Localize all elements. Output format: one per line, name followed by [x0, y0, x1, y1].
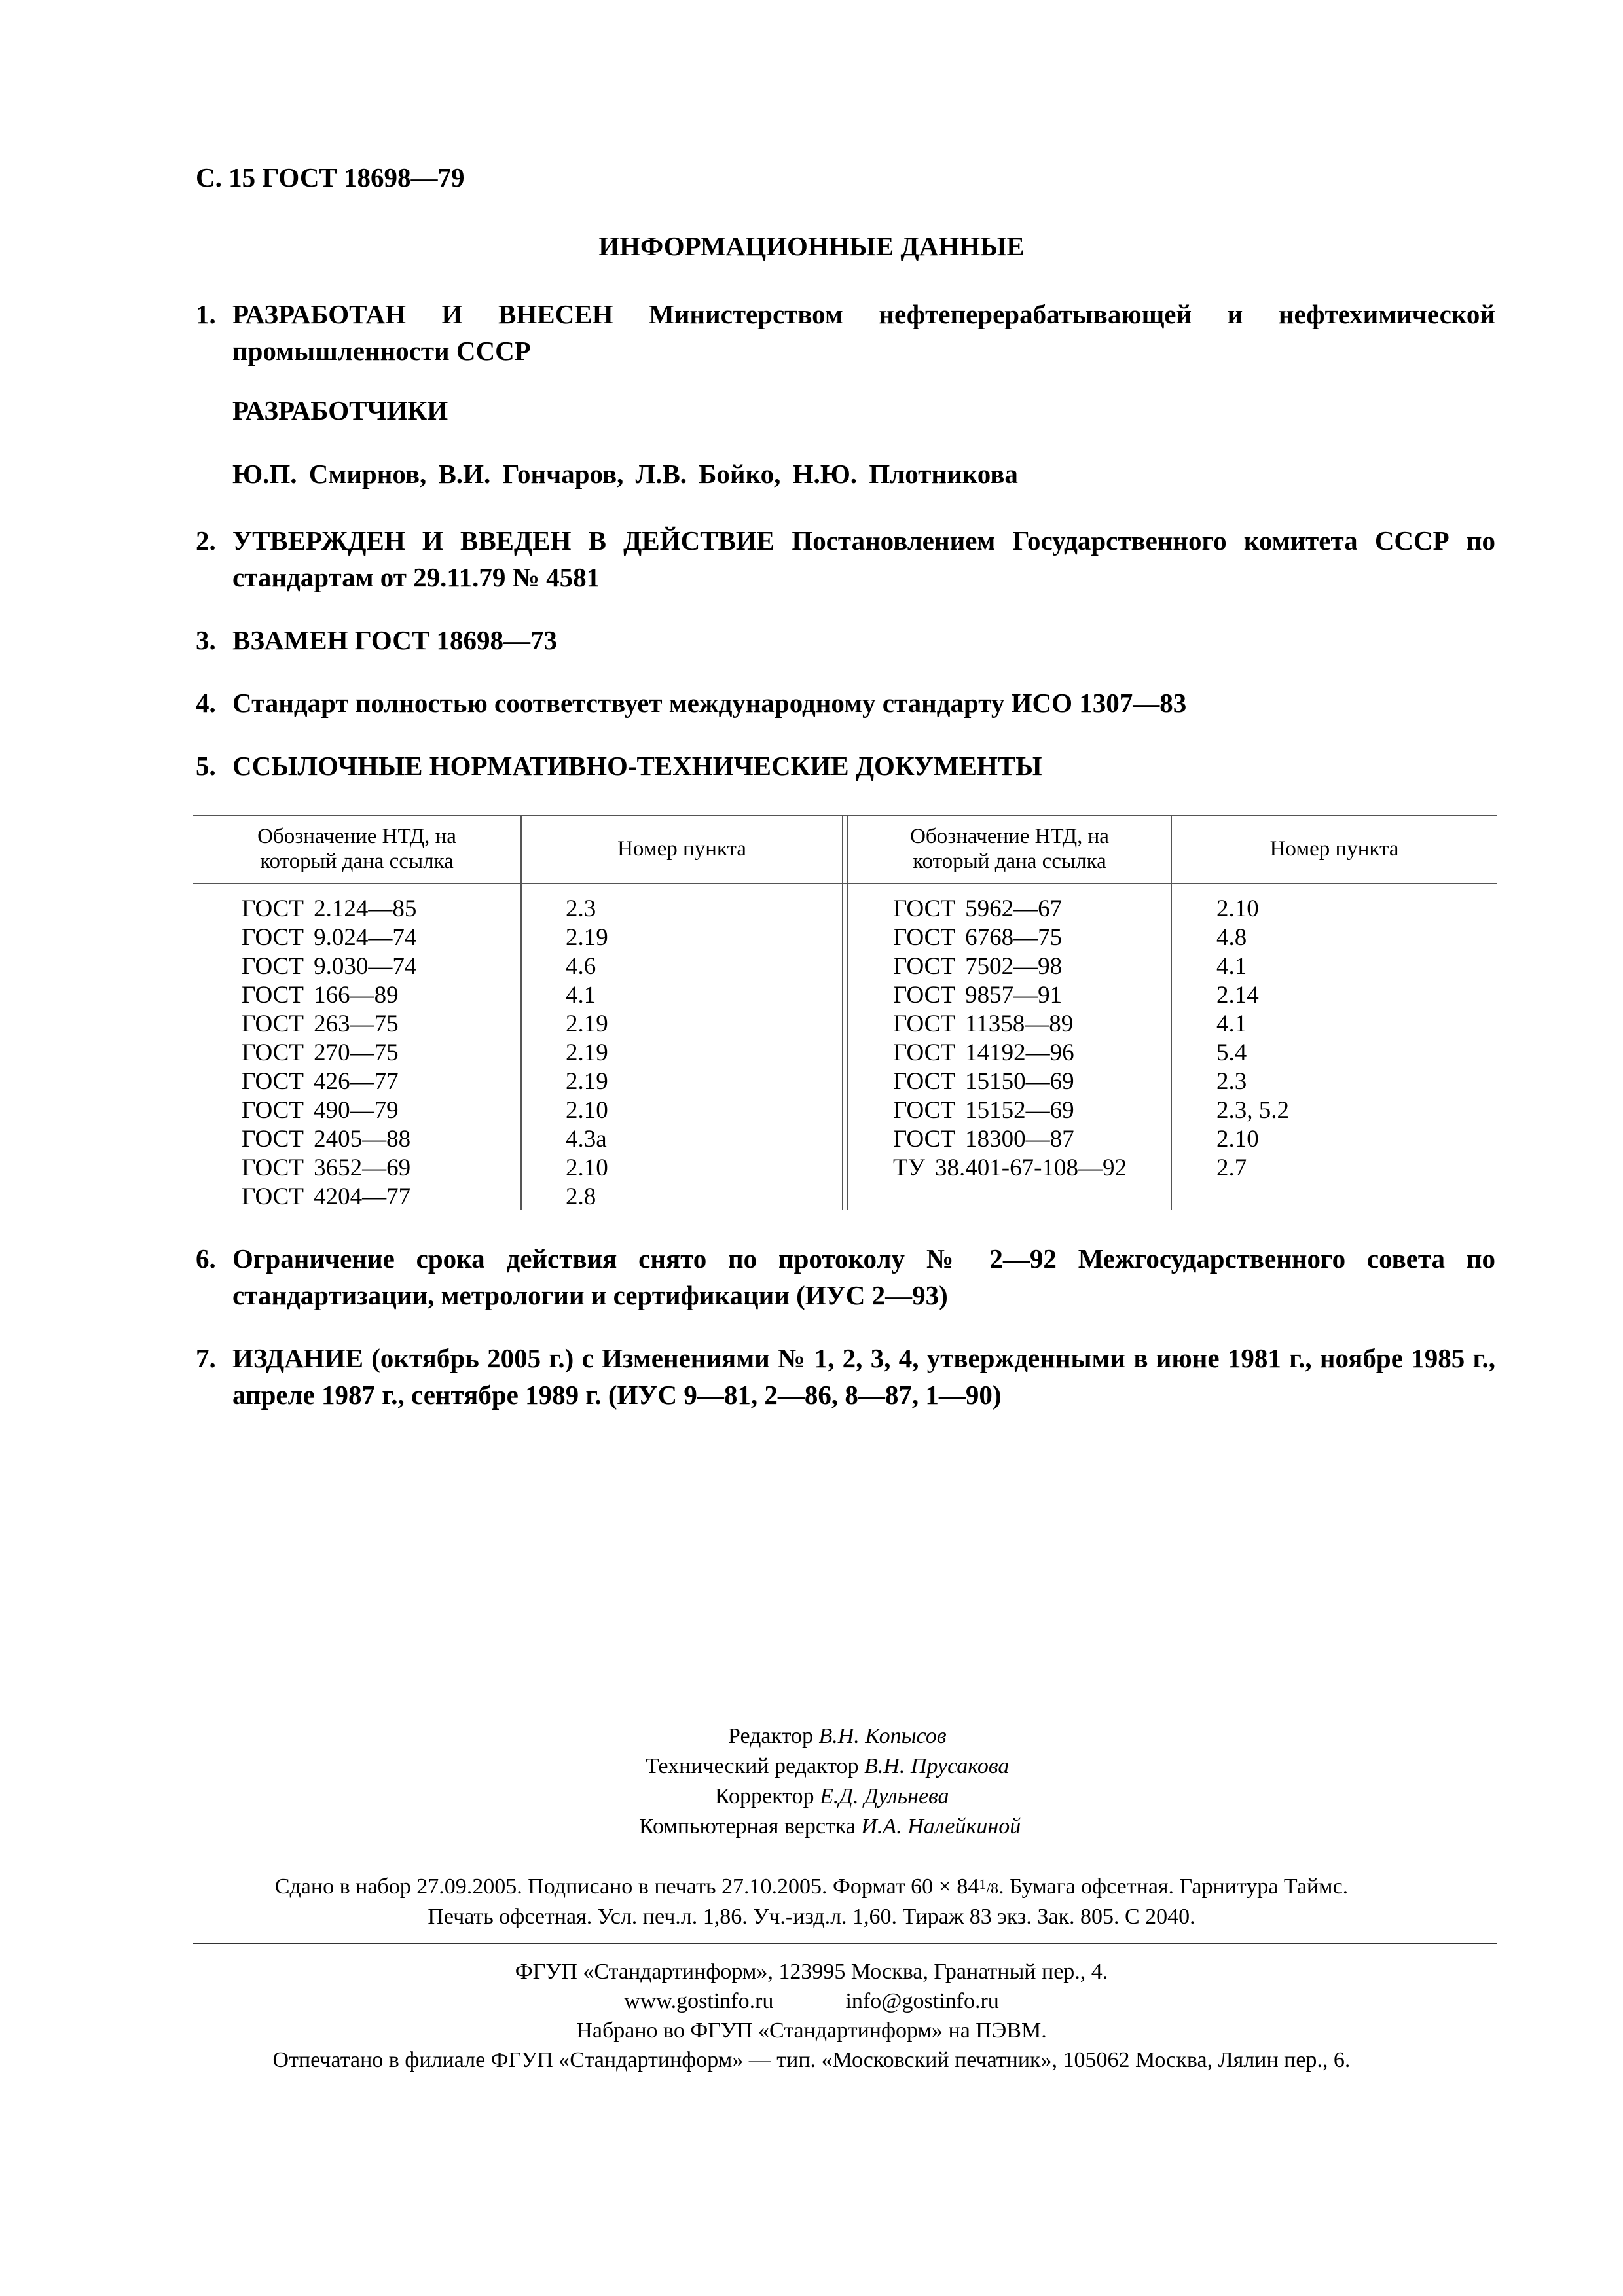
email-link[interactable]: info@gostinfo.ru — [845, 1989, 999, 2013]
item-3 — [196, 622, 1495, 658]
item-2 — [196, 522, 1495, 596]
table-cell-clause: 2.19 — [566, 1039, 608, 1066]
credit-role: Компьютерная верстка — [639, 1814, 856, 1839]
table-cell-designation: ТУ 38.401-67-108—92 — [893, 1155, 1127, 1181]
table-cell-clause: 2.19 — [566, 1011, 608, 1037]
credit-role: Редактор — [728, 1724, 813, 1748]
table-cell-designation: ГОСТ 4204—77 — [242, 1183, 411, 1210]
table-cell-clause: 2.14 — [1216, 982, 1259, 1009]
credit-name: В.Н. Прусакова — [864, 1754, 1010, 1778]
table-cell-clause: 2.19 — [566, 1068, 608, 1095]
table-cell-designation: ГОСТ 263—75 — [242, 1011, 399, 1037]
table-cell-designation: ГОСТ 490—79 — [242, 1097, 399, 1124]
item-6 — [196, 1240, 1495, 1314]
page-title: ИНФОРМАЦИОННЫЕ ДАННЫЕ — [598, 231, 1025, 261]
header-clause-left: Номер пункта — [617, 837, 746, 861]
table-cell-clause: 2.10 — [566, 1155, 608, 1181]
table-cell-designation: ГОСТ 270—75 — [242, 1039, 399, 1066]
header-designation-left — [193, 824, 520, 874]
right-designation-column — [893, 895, 1127, 1183]
table-cell-designation: ГОСТ 426—77 — [242, 1068, 399, 1095]
table-cell-clause: 4.1 — [1216, 1011, 1247, 1037]
table-cell-clause: 2.3 — [1216, 1068, 1247, 1095]
imprint-line-1 — [0, 1872, 1623, 1904]
credit-name: Е.Д. Дульнева — [820, 1784, 949, 1808]
table-top-rule — [193, 815, 1497, 816]
left-clause-column — [566, 895, 608, 1211]
credit-name: И.А. Налейкиной — [861, 1814, 1021, 1839]
table-cell-designation: ГОСТ 3652—69 — [242, 1155, 411, 1181]
table-cell-designation: ГОСТ 15150—69 — [893, 1068, 1074, 1095]
credit-role: Корректор — [715, 1784, 814, 1808]
item-text: Министерством нефтеперерабатывающей и нефтехимической промышленности СССР — [232, 299, 1496, 366]
table-cell-clause: 2.19 — [566, 924, 608, 951]
table-cell-designation: ГОСТ 18300—87 — [893, 1126, 1074, 1153]
table-cell-designation: ГОСТ 9.030—74 — [242, 953, 417, 980]
item-5 — [196, 747, 1495, 784]
imprint-fraction-denominator: /8 — [986, 1880, 998, 1897]
item-lead: ИЗДАНИЕ — [232, 1343, 363, 1373]
item-lead: РАЗРАБОТАН И ВНЕСЕН — [232, 299, 613, 329]
developers-heading: РАЗРАБОТЧИКИ — [232, 395, 448, 425]
table-cell-clause: 2.3, 5.2 — [1216, 1097, 1289, 1124]
table-cell-clause: 4.8 — [1216, 924, 1247, 951]
footer-rule — [193, 1943, 1497, 1944]
table-cell-clause: 4.1 — [566, 982, 596, 1009]
imprint-line-2: Печать офсетная. Усл. печ.л. 1,86. Уч.-изд.л. 1,60. Тираж 83 экз. Зак. 805. С 2040. — [428, 1905, 1195, 1929]
table-double-divider-b — [847, 815, 848, 1210]
item-number: 6. — [196, 1244, 216, 1274]
page-header: С. 15 ГОСТ 18698—79 — [196, 162, 465, 192]
item-4 — [196, 685, 1495, 721]
publisher-line-1: ФГУП «Стандартинформ», 123995 Москва, Гранатный пер., 4. — [515, 1960, 1108, 1984]
table-cell-clause: 2.10 — [566, 1097, 608, 1124]
item-lead: ССЫЛОЧНЫЕ НОРМАТИВНО-ТЕХНИЧЕСКИЕ ДОКУМЕНТЫ — [232, 751, 1042, 781]
publisher-line-4: Отпечатано в филиале ФГУП «Стандартинформ» — тип. «Московский печатник», 105062 Москва, Лялин пер., 6. — [272, 2048, 1351, 2072]
table-cell-clause: 4.3а — [566, 1126, 607, 1153]
item-number: 5. — [196, 751, 216, 781]
table-cell-clause: 2.8 — [566, 1183, 596, 1210]
website-link[interactable]: www.gostinfo.ru — [624, 1989, 774, 2013]
table-cell-clause: 5.4 — [1216, 1039, 1247, 1066]
imprint-fraction-numerator: 1 — [979, 1876, 987, 1892]
header-text: Обозначение НТД, на — [257, 825, 456, 848]
table-cell-designation: ГОСТ 9857—91 — [893, 982, 1063, 1009]
table-col-divider — [520, 815, 522, 1210]
table-cell-clause: 4.1 — [1216, 953, 1247, 980]
publisher-line-3: Набрано во ФГУП «Стандартинформ» на ПЭВМ. — [576, 2018, 1047, 2043]
item-lead: ВЗАМЕН ГОСТ 18698—73 — [232, 625, 557, 655]
imprint-text: Сдано в набор 27.09.2005. Подписано в печать 27.10.2005. Формат 60 × 84 — [274, 1874, 979, 1899]
table-header-rule — [193, 883, 1497, 884]
table-cell-designation: ГОСТ 15152—69 — [893, 1097, 1074, 1124]
item-number: 7. — [196, 1343, 216, 1373]
table-cell-designation: ГОСТ 166—89 — [242, 982, 399, 1009]
table-cell-designation: ГОСТ 9.024—74 — [242, 924, 417, 951]
table-cell-designation: ГОСТ 6768—75 — [893, 924, 1063, 951]
item-1 — [196, 296, 1495, 369]
item-number: 3. — [196, 625, 216, 655]
table-cell-designation: ГОСТ 2405—88 — [242, 1126, 411, 1153]
header-text: Обозначение НТД, на — [910, 825, 1109, 848]
item-text: Постановлением Государственного комитета СССР по стандартам от 29.11.79 № 4581 — [232, 526, 1495, 592]
table-cell-designation: ГОСТ 7502—98 — [893, 953, 1063, 980]
credit-line — [576, 1751, 1231, 1782]
item-text: Ограничение срока действия снято по протоколу № 2—92 Межгосударственного совета по стандартизации, метрологии и сертификации (ИУС 2—93) — [232, 1244, 1495, 1310]
credit-name: В.Н. Копысов — [818, 1724, 947, 1748]
header-designation-right — [848, 824, 1171, 874]
item-number: 4. — [196, 688, 216, 718]
header-clause-right: Номер пункта — [1269, 837, 1399, 861]
credit-line — [576, 1812, 1231, 1842]
table-cell-designation: ГОСТ 2.124—85 — [242, 895, 417, 922]
table-cell-clause: 2.7 — [1216, 1155, 1247, 1181]
item-number: 1. — [196, 299, 216, 329]
table-cell-designation: ГОСТ 14192—96 — [893, 1039, 1074, 1066]
publisher-contacts — [0, 1986, 1623, 2016]
header-text: который дана ссылка — [913, 850, 1106, 873]
item-7 — [196, 1340, 1495, 1413]
developers-list: Ю.П. Смирнов, В.И. Гончаров, Л.В. Бойко, Н.Ю. Плотникова — [232, 459, 1018, 489]
item-text: Стандарт полностью соответствует международному стандарту ИСО 1307—83 — [232, 688, 1187, 718]
table-cell-designation: ГОСТ 5962—67 — [893, 895, 1063, 922]
table-cell-clause: 4.6 — [566, 953, 596, 980]
table-cell-clause: 2.3 — [566, 895, 596, 922]
item-lead: УТВЕРЖДЕН И ВВЕДЕН В ДЕЙСТВИЕ — [232, 526, 775, 556]
left-designation-column — [242, 895, 416, 1211]
table-cell-clause: 2.10 — [1216, 895, 1259, 922]
credits-block — [576, 1721, 1231, 1842]
credit-line — [576, 1721, 1231, 1751]
credit-role: Технический редактор — [646, 1754, 859, 1778]
item-text: (октябрь 2005 г.) с Изменениями № 1, 2, 3, 4, утвержденными в июне 1981 г., ноябре 1985 г., апреле 1987 г., сентябре 1989 г. (ИУС 9—81, 2—86, 8—87, 1—90) — [232, 1343, 1495, 1410]
references-table — [193, 815, 1497, 1210]
header-text: который дана ссылка — [260, 850, 454, 873]
imprint-text: . Бумага офсетная. Гарнитура Таймс. — [998, 1874, 1349, 1899]
table-cell-designation: ГОСТ 11358—89 — [893, 1011, 1074, 1037]
item-number: 2. — [196, 526, 216, 556]
table-cell-clause: 2.10 — [1216, 1126, 1259, 1153]
table-col-divider — [1171, 815, 1172, 1210]
table-double-divider-a — [842, 815, 843, 1210]
credit-line — [576, 1782, 1231, 1812]
right-clause-column — [1216, 895, 1289, 1183]
